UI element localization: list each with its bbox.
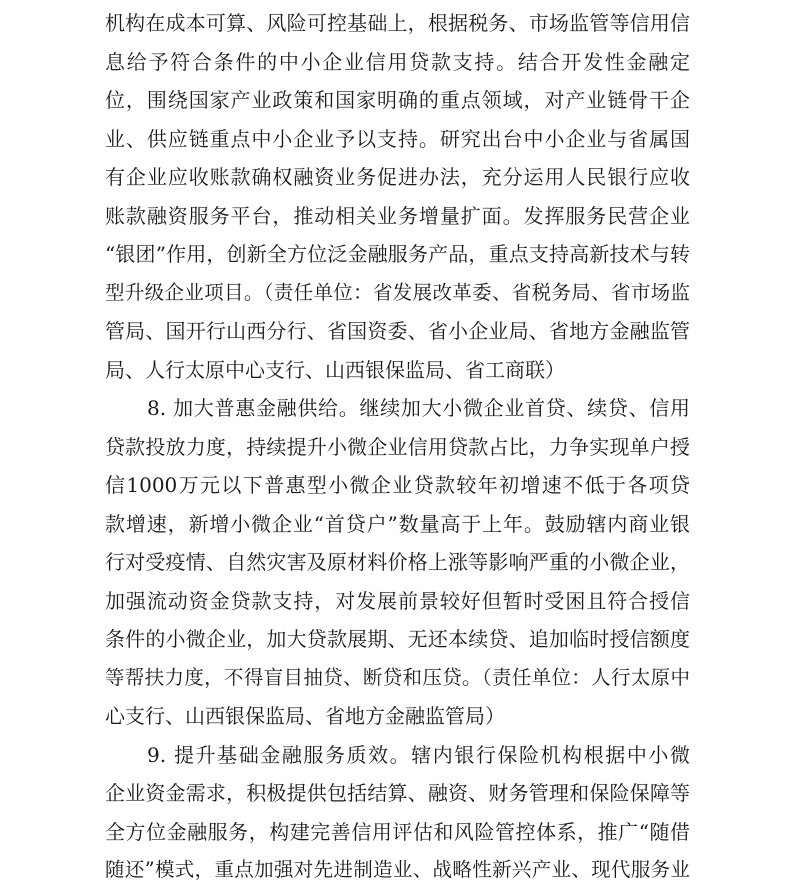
text-line: 机构在成本可算、风险可控基础上，根据税务、市场监管等信用信 [105, 11, 690, 35]
text-line: 款增速，新增小微企业“首贷户”数量高于上年。鼓励辖内商业银 [105, 511, 690, 536]
text-line: 型升级企业项目。（责任单位：省发展改革委、省税务局、省市场监 [105, 280, 690, 304]
text-line: 全方位金融服务，构建完善信用评估和风险管控体系，推广“随借 [105, 819, 690, 844]
text-line: 局、人行太原中心支行、山西银保监局、省工商联） [105, 357, 565, 382]
text-line: 位，围绕国家产业政策和国家明确的重点领域，对产业链骨干企 [105, 88, 690, 112]
text-line: 信1000万元以下普惠型小微企业贷款较年初增速不低于各项贷 [105, 473, 690, 497]
text-line: 心支行、山西银保监局、省地方金融监管局） [105, 704, 505, 728]
text-line: 业、供应链重点中小企业予以支持。研究出台中小企业与省属国 [105, 126, 690, 151]
document-body [105, 4, 690, 890]
text-line: 有企业应收账款确权融资业务促进办法，充分运用人民银行应收 [105, 165, 690, 189]
text-line: 贷款投放力度，持续提升小微企业信用贷款占比，力争实现单户授 [105, 434, 690, 459]
text-line: “银团”作用，创新全方位泛金融服务产品，重点支持高新技术与转 [105, 242, 690, 266]
text-line: 随还”模式，重点加强对先进制造业、战略性新兴产业、现代服务业 [105, 858, 690, 881]
text-line: 息给予符合条件的中小企业信用贷款支持。结合开发性金融定 [105, 49, 690, 74]
text-line: 行对受疫情、自然灾害及原材料价格上涨等影响严重的小微企业， [105, 550, 690, 574]
text-line: 9. 提升基础金融服务质效。辖内银行保险机构根据中小微 [147, 742, 690, 767]
text-line: 8. 加大普惠金融供给。继续加大小微企业首贷、续贷、信用 [147, 396, 690, 420]
text-line: 账款融资服务平台，推动相关业务增量扩面。发挥服务民营企业 [105, 203, 690, 228]
text-line: 条件的小微企业，加大贷款展期、无还本续贷、追加临时授信额度 [105, 627, 690, 651]
text-line: 加强流动资金贷款支持，对发展前景较好但暂时受困且符合授信 [105, 588, 690, 613]
text-line: 等帮扶力度，不得盲目抽贷、断贷和压贷。（责任单位：人行太原中 [105, 665, 690, 689]
text-line: 企业资金需求，积极提供包括结算、融资、财务管理和保险保障等 [105, 781, 690, 805]
text-line: 管局、国开行山西分行、省国资委、省小企业局、省地方金融监管 [105, 319, 690, 343]
